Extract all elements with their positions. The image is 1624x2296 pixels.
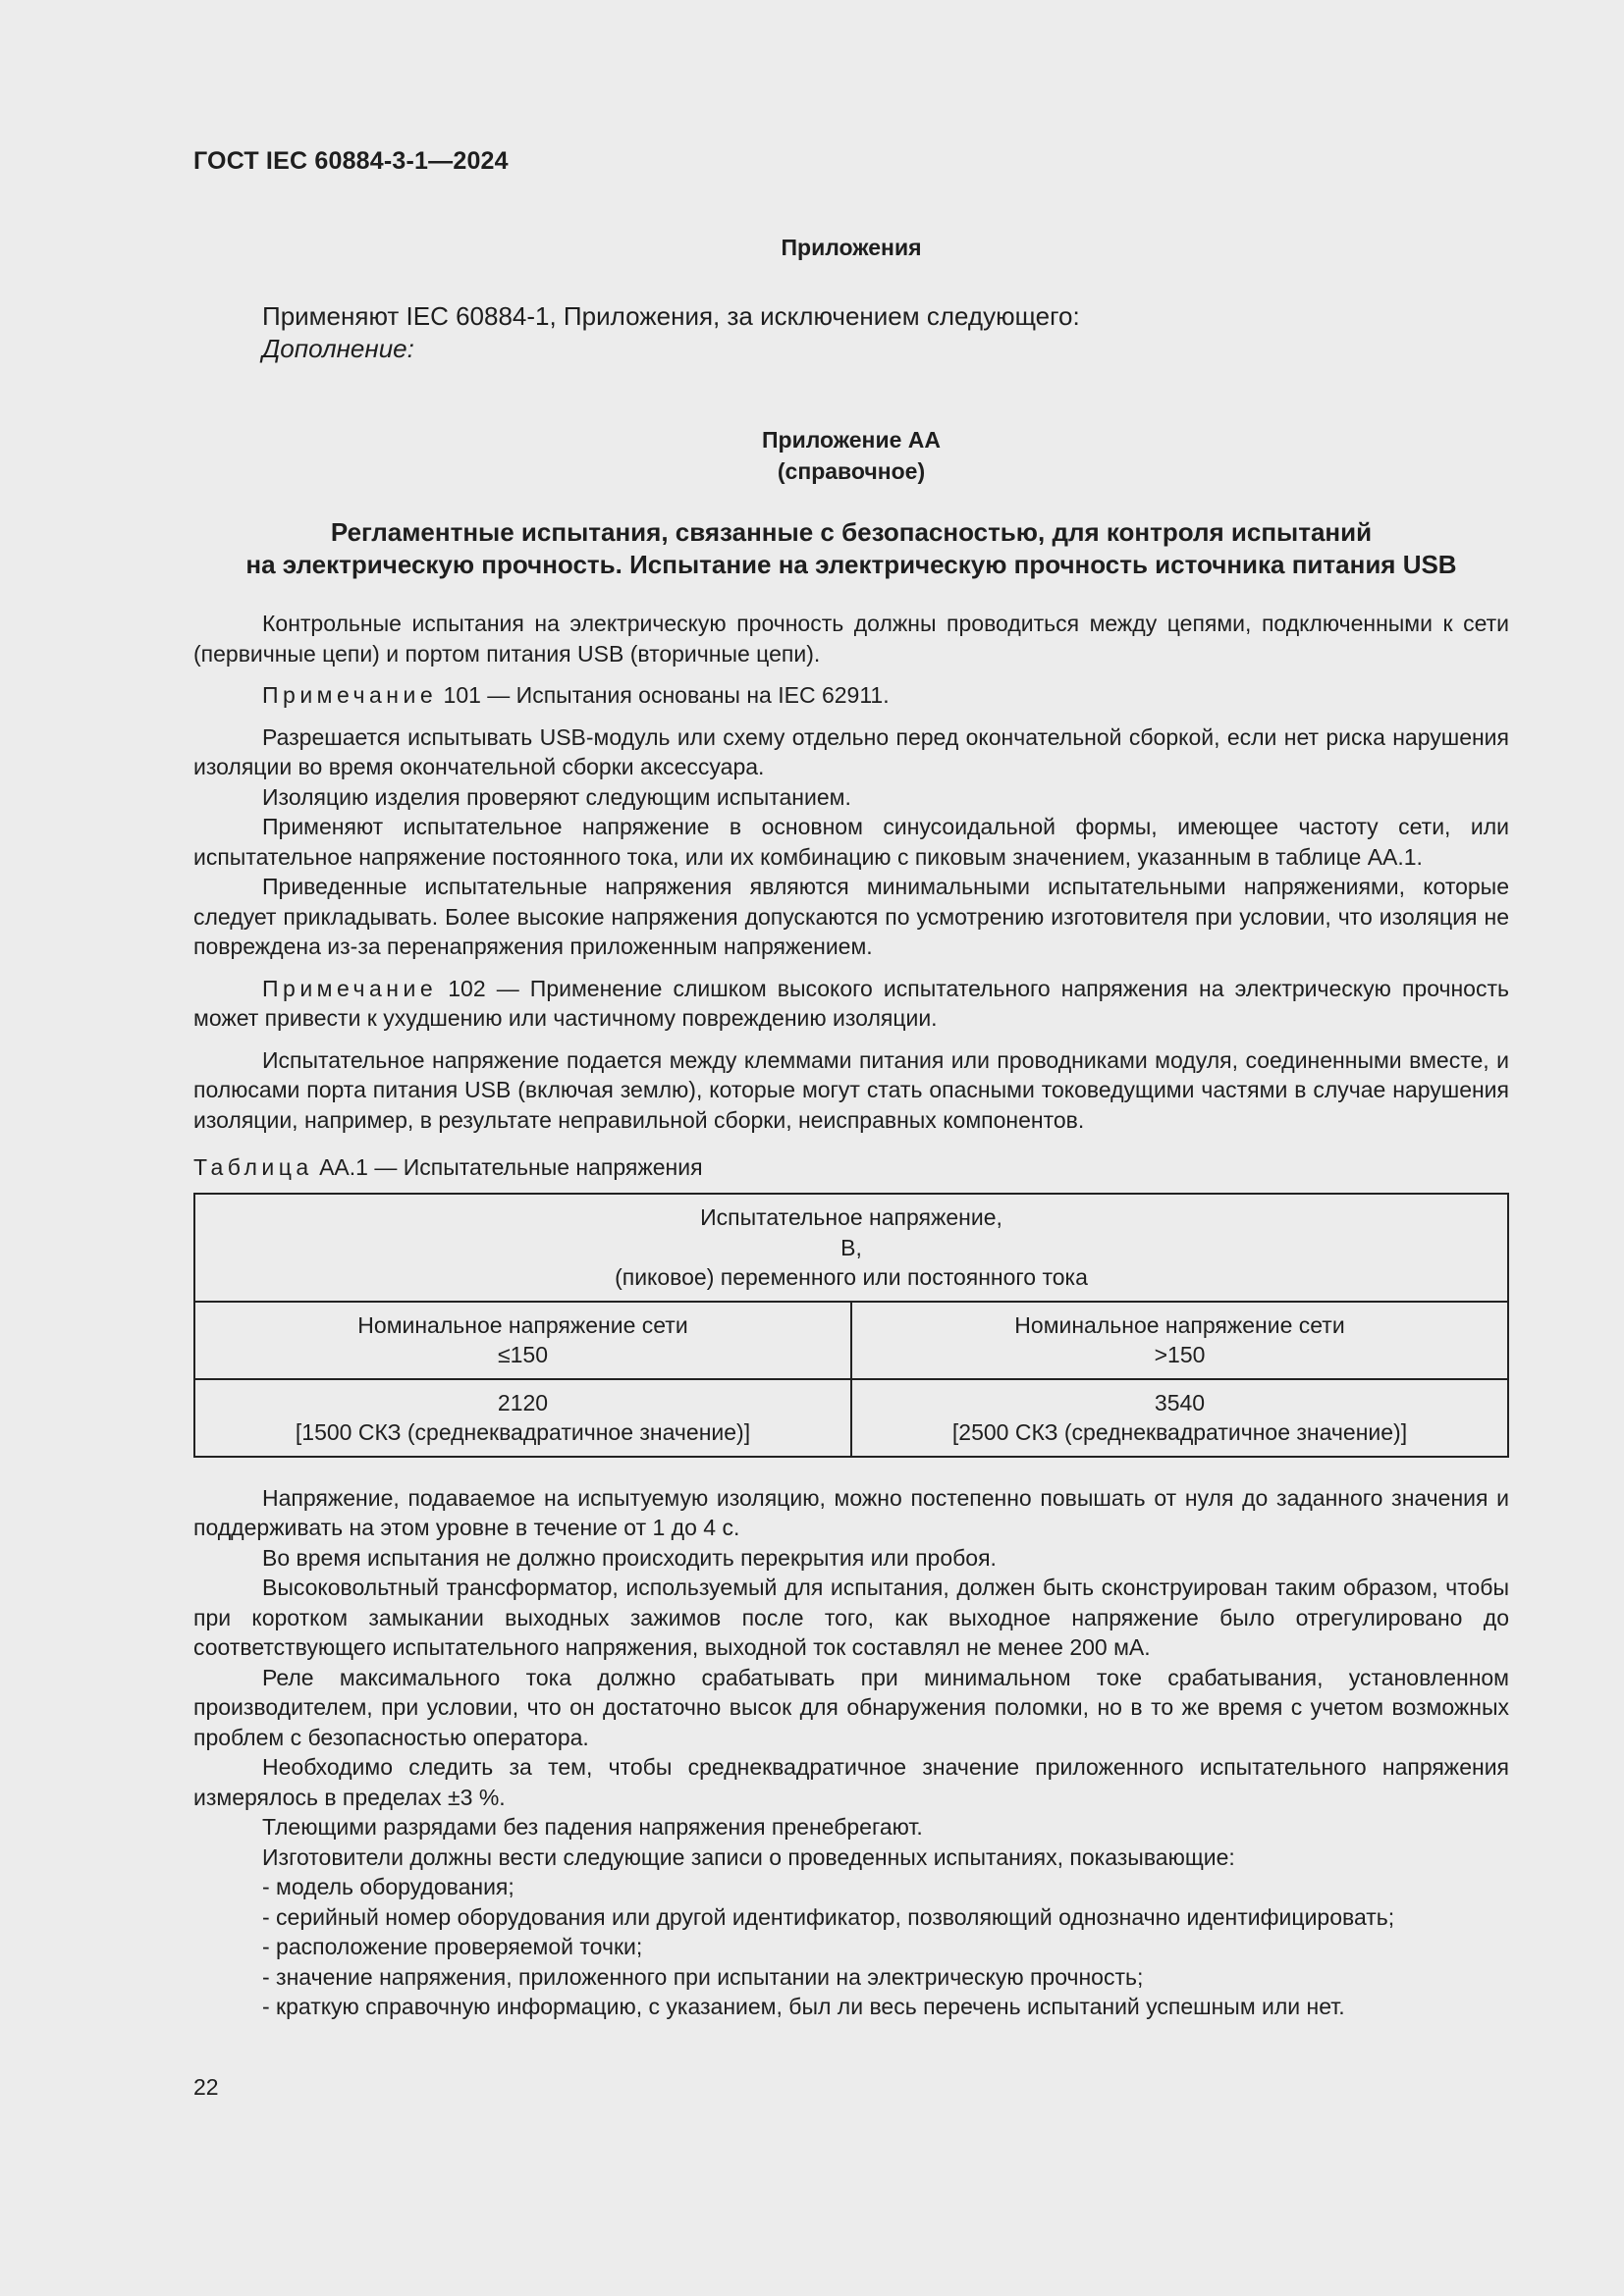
paragraph: Изготовители должны вести следующие записи о проведенных испытаниях, показывающие:	[262, 1843, 1235, 1870]
table-caption	[193, 1154, 1509, 1181]
test-voltage-table	[193, 1193, 1509, 1458]
page-number: 22	[193, 2074, 219, 2100]
table-header-cell	[194, 1194, 1508, 1302]
note-label: Примечание	[262, 682, 438, 708]
paragraph: Изоляцию изделия проверяют следующим испытанием.	[262, 783, 851, 810]
column-header-line: Номинальное напряжение сети	[357, 1311, 688, 1338]
note-text: 101 — Испытания основаны на IEC 62911.	[437, 682, 890, 708]
document-code-header: ГОСТ IEC 60884-3-1—2024	[193, 147, 509, 175]
header-line: В,	[840, 1234, 862, 1260]
table-header-row	[194, 1194, 1508, 1302]
annex-status: (справочное)	[777, 458, 926, 484]
column-header-line: Номинальное напряжение сети	[1014, 1311, 1345, 1338]
addition-label: Дополнение:	[262, 334, 414, 363]
table-subheader-row	[194, 1302, 1508, 1379]
annex-heading-line1: Регламентные испытания, связанные с безопасностью, для контроля испытаний	[330, 517, 1373, 547]
table-caption-label: Таблица	[193, 1154, 313, 1180]
paragraph: Напряжение, подаваемое на испытуемую изоляцию, можно постепенно повышать от нуля до заданного значения и поддерживать на этом уровне в течение от 1 до 4 с.	[193, 1484, 1509, 1540]
column-header-line: >150	[1154, 1342, 1206, 1367]
column-header-gt150	[851, 1302, 1508, 1379]
cell-line: [2500 СКЗ (среднеквадратичное значение)]	[951, 1419, 1408, 1445]
annex-body-after-table	[193, 1483, 1509, 2022]
table-caption-text: АА.1 — Испытательные напряжения	[312, 1154, 703, 1180]
annex-body-before-table	[193, 609, 1509, 1135]
annex-title	[193, 424, 1509, 487]
note-101	[193, 680, 1509, 711]
list-item: - расположение проверяемой точки;	[262, 1934, 643, 1959]
note-102	[193, 974, 1509, 1034]
annex-title-line: Приложение АА	[761, 427, 941, 453]
note-label: Примечание	[262, 975, 438, 1001]
appendices-intro	[193, 300, 1509, 365]
note-text: 102 — Применение слишком высокого испытательного напряжения на электрическую прочность может привести к ухудшению или частичному повреждению изоляции.	[193, 975, 1509, 1031]
paragraph: Необходимо следить за тем, чтобы среднеквадратичное значение приложенного испытательного напряжения измерялось в пределах ±3 %.	[193, 1754, 1509, 1810]
paragraph: Контрольные испытания на электрическую прочность должны проводиться между цепями, подключенными к сети (первичные цепи) и портом питания USB (вторичные цепи).	[193, 611, 1509, 667]
list-item: - значение напряжения, приложенного при испытании на электрическую прочность;	[262, 1963, 1144, 1990]
paragraph: Реле максимального тока должно срабатывать при минимальном токе срабатывания, установленном производителем, при условии, что он достаточно высок для обнаружения поломки, но в то же время с учетом возможных проблем с безопасностью оператора.	[193, 1664, 1509, 1750]
list-item: - модель оборудования;	[262, 1874, 514, 1899]
list-item: - краткую справочную информацию, с указанием, был ли весь перечень испытаний успешным или нет.	[262, 1994, 1345, 2019]
header-line: Испытательное напряжение,	[700, 1204, 1002, 1230]
cell-line: 3540	[1154, 1389, 1206, 1415]
table-cell-value-gt150	[851, 1379, 1508, 1457]
annex-heading	[193, 516, 1509, 581]
column-header-line: ≤150	[498, 1342, 548, 1367]
annex-heading-line2: на электрическую прочность. Испытание на электрическую прочность источника питания USB	[245, 550, 1457, 579]
list-item: - серийный номер оборудования или другой идентификатор, позволяющий однозначно идентифицировать;	[262, 1903, 1395, 1930]
document-page	[193, 147, 1509, 2022]
paragraph: Разрешается испытывать USB-модуль или схему отдельно перед окончательной сборкой, если нет риска нарушения изоляции во время окончательной сборки аксессуара.	[193, 723, 1509, 779]
column-header-le150	[194, 1302, 851, 1379]
paragraph: Применяют испытательное напряжение в основном синусоидальной формы, имеющее частоту сети, или испытательное напряжение постоянного тока, или их комбинацию с пиковым значением, указанным в таблице АА.1.	[193, 814, 1509, 870]
table-row	[194, 1379, 1508, 1457]
appendices-intro-line: Применяют IEC 60884-1, Приложения, за исключением следующего:	[262, 301, 1080, 331]
paragraph: Высоковольтный трансформатор, используемый для испытания, должен быть сконструирован таким образом, чтобы при коротком замыкании выходных зажимов после того, как выходное напряжение было отрегулировано до соответствующего испытательного напряжения, выходной ток составлял не менее 200 мА.	[193, 1575, 1509, 1660]
cell-line: [1500 СКЗ (среднеквадратичное значение)]	[295, 1419, 751, 1445]
paragraph: Испытательное напряжение подается между клеммами питания или проводниками модуля, соединенными вместе, и полюсами порта питания USB (включая землю), которые могут стать опасными токоведущими частями в случае нарушения изоляции, например, в результате неправильной сборки, неисправных компонентов.	[193, 1046, 1509, 1133]
header-line: (пиковое) переменного или постоянного тока	[615, 1264, 1088, 1290]
cell-line: 2120	[497, 1389, 549, 1415]
appendices-heading: Приложения	[781, 235, 922, 260]
paragraph: Тлеющими разрядами без падения напряжения пренебрегают.	[262, 1814, 923, 1840]
table-cell-value-le150	[194, 1379, 851, 1457]
paragraph: Во время испытания не должно происходить перекрытия или пробоя.	[262, 1544, 997, 1571]
paragraph: Приведенные испытательные напряжения являются минимальными испытательными напряжениями, которые следует прикладывать. Более высокие напряжения допускаются по усмотрению изготовителя при условии, что изоляция не повреждена из-за перенапряжения приложенным напряжением.	[193, 874, 1509, 959]
